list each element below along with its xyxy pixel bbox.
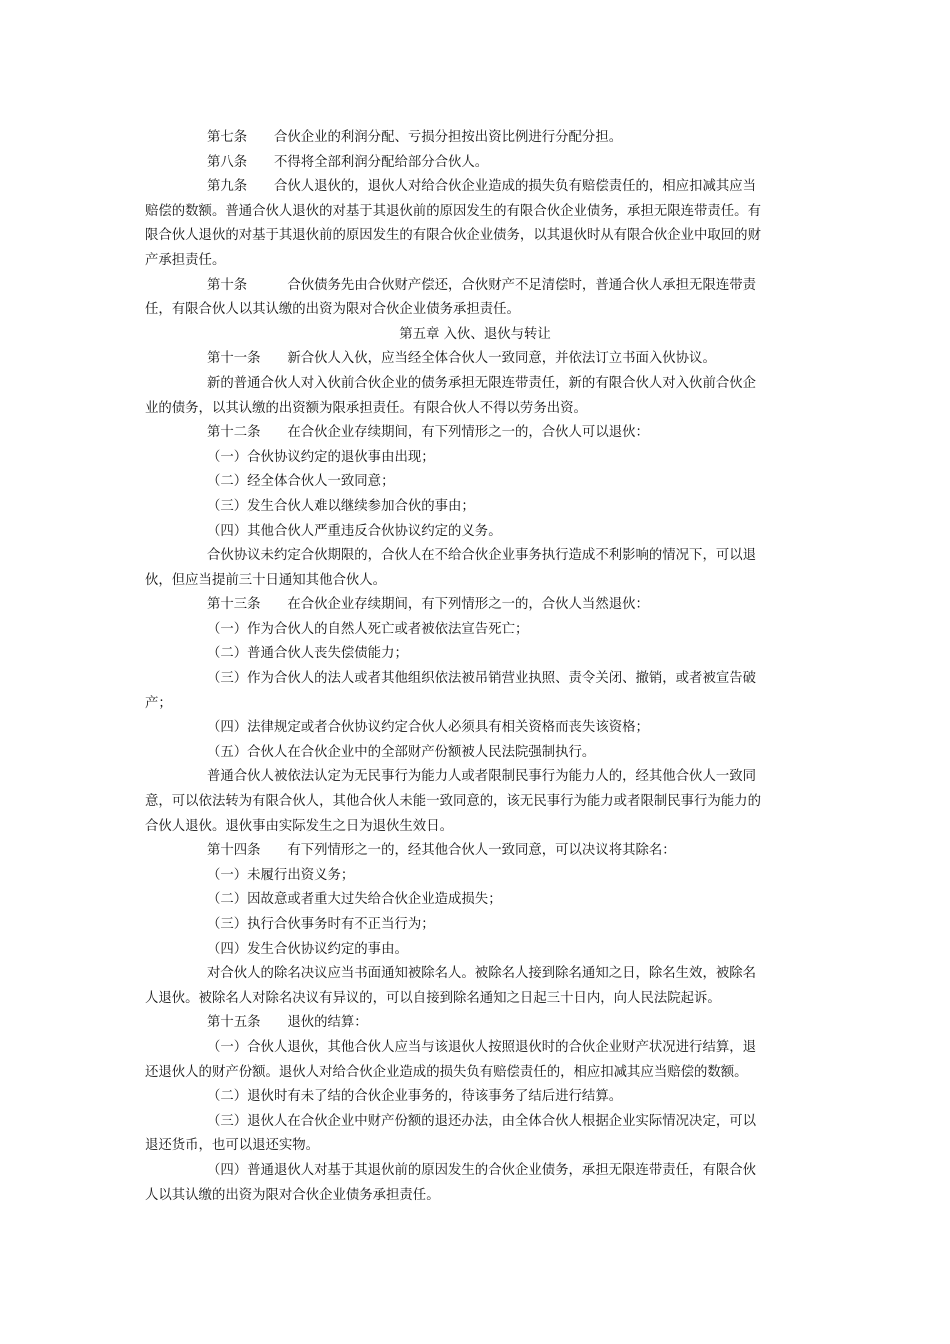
list-item: （四）其他合伙人严重违反合伙协议约定的义务。 xyxy=(207,523,502,539)
paragraph-cont: 伙，但应当提前三十日通知其他合伙人。 xyxy=(145,572,387,588)
article-15: 第十五条 退伙的结算： xyxy=(207,1015,368,1031)
list-item: （三）发生合伙人难以继续参加合伙的事由； xyxy=(207,498,475,514)
list-item: （一）合伙人退伙，其他合伙人应当与该退伙人按照退伙时的合伙企业财产状况进行结算，退 xyxy=(207,1039,757,1055)
article-12: 第十二条 在合伙企业存续期间，有下列情形之一的，合伙人可以退伙： xyxy=(207,425,649,441)
article-9-cont: 产承担责任。 xyxy=(145,252,226,268)
article-9-cont: 赔偿的数额。普通合伙人退伙的对基于其退伙前的原因发生的有限合伙企业债务，承担无限连带责任。有 xyxy=(145,203,761,219)
list-item: （四）发生合伙协议约定的事由。 xyxy=(207,941,408,957)
list-item-cont: 还退伙人的财产份额。退伙人对给合伙企业造成的损失负有赔偿责任的，相应扣减其应当赔偿的数额。 xyxy=(145,1064,748,1080)
paragraph: 合伙协议未约定合伙期限的，合伙人在不给合伙企业事务执行造成不利影响的情况下，可以退 xyxy=(207,548,757,564)
list-item: （二）退伙时有未了结的合伙企业事务的，待该事务了结后进行结算。 xyxy=(207,1089,623,1105)
article-9: 第九条 合伙人退伙的，退伙人对给合伙企业造成的损失负有赔偿责任的，相应扣减其应当 xyxy=(207,179,757,195)
paragraph: 普通合伙人被依法认定为无民事行为能力人或者限制民事行为能力人的，经其他合伙人一致同 xyxy=(207,769,757,785)
list-item: （一）合伙协议约定的退伙事由出现； xyxy=(207,449,435,465)
article-10: 第十条 合伙债务先由合伙财产偿还，合伙财产不足清偿时，普通合伙人承担无限连带责 xyxy=(207,277,757,293)
article-13: 第十三条 在合伙企业存续期间，有下列情形之一的，合伙人当然退伙： xyxy=(207,597,649,613)
article-14: 第十四条 有下列情形之一的，经其他合伙人一致同意，可以决议将其除名： xyxy=(207,843,676,859)
list-item: （三）作为合伙人的法人或者其他组织依法被吊销营业执照、责令关闭、撤销，或者被宣告破 xyxy=(207,671,757,687)
chapter-heading: 第五章 入伙、退伙与转让 xyxy=(399,326,551,342)
list-item: （三）执行合伙事务时有不正当行为； xyxy=(207,917,435,932)
list-item: （五）合伙人在合伙企业中的全部财产份额被人民法院强制执行。 xyxy=(207,744,596,760)
list-item-cont: 产； xyxy=(145,695,172,711)
paragraph-cont: 业的债务，以其认缴的出资额为限承担责任。有限合伙人不得以劳务出资。 xyxy=(145,400,587,416)
article-7: 第七条 合伙企业的利润分配、亏损分担按出资比例进行分配分担。 xyxy=(207,130,623,145)
paragraph-cont: 合伙人退伙。退伙事由实际发生之日为退伙生效日。 xyxy=(145,818,453,834)
list-item: （一）作为合伙人的自然人死亡或者被依法宣告死亡； xyxy=(207,621,529,637)
list-item: （二）普通合伙人丧失偿债能力； xyxy=(207,646,408,662)
paragraph-cont: 意，可以依法转为有限合伙人，其他合伙人未能一致同意的，该无民事行为能力或者限制民事行为能力的 xyxy=(145,794,761,810)
article-11: 第十一条 新合伙人入伙，应当经全体合伙人一致同意，并依法订立书面入伙协议。 xyxy=(207,351,716,367)
article-10-cont: 任，有限合伙人以其认缴的出资为限对合伙企业债务承担责任。 xyxy=(145,302,520,318)
paragraph-cont: 人退伙。被除名人对除名决议有异议的，可以自接到除名通知之日起三十日内，向人民法院起诉。 xyxy=(145,990,721,1006)
list-item-cont: 退还货币，也可以退还实物。 xyxy=(145,1138,320,1154)
list-item: （二）经全体合伙人一致同意； xyxy=(207,474,395,490)
list-item: （一）未履行出资义务； xyxy=(207,867,355,883)
article-9-cont: 限合伙人退伙的对基于其退伙前的原因发生的有限合伙企业债务，以其退伙时从有限合伙企业中取回的财 xyxy=(145,228,761,244)
list-item: （三）退伙人在合伙企业中财产份额的退还办法，由全体合伙人根据企业实际情况决定，可以 xyxy=(207,1113,757,1129)
list-item: （四）法律规定或者合伙协议约定合伙人必须具有相关资格而丧失该资格； xyxy=(207,720,649,736)
paragraph: 新的普通合伙人对入伙前合伙企业的债务承担无限连带责任，新的有限合伙人对入伙前合伙企 xyxy=(207,375,757,391)
list-item-cont: 人以其认缴的出资为限对合伙企业债务承担责任。 xyxy=(145,1187,440,1203)
article-8: 第八条 不得将全部利润分配给部分合伙人。 xyxy=(207,154,489,170)
list-item: （二）因故意或者重大过失给合伙企业造成损失； xyxy=(207,892,502,908)
list-item: （四）普通退伙人对基于其退伙前的原因发生的合伙企业债务，承担无限连带责任，有限合伙 xyxy=(207,1162,757,1178)
paragraph: 对合伙人的除名决议应当书面通知被除名人。被除名人接到除名通知之日，除名生效，被除名 xyxy=(207,966,757,982)
document-page xyxy=(145,126,805,1208)
